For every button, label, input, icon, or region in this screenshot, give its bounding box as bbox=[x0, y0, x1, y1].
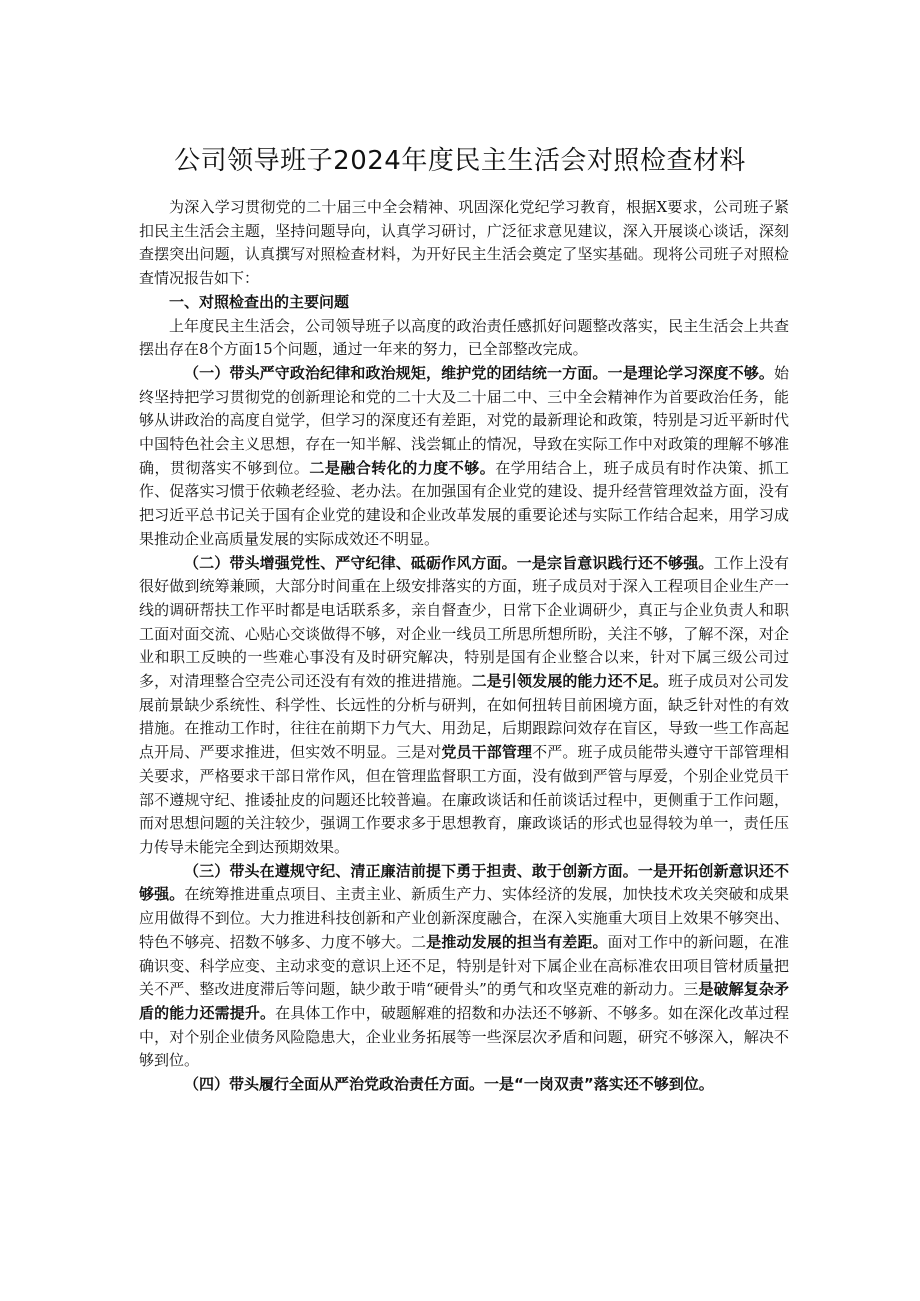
issue-2-point-2-title: 二是引领发展的能力还不足。 bbox=[471, 672, 669, 691]
issue-1-point-2-title: 二是融合转化的力度不够。 bbox=[309, 458, 496, 477]
issue-2-point-3-text: 不严。班子成员能带头遵守干部管理相关要求，严格要求干部日常作风，但在管理监督职工方面，没有做到严管与厚爱，个别企业党员干部不遵规守纪、推诿扯皮的问题还比较普遍。在廉政谈话和任前谈话过程中，更侧重于工作问题，而对思想问题的关注较少，强调工作要求多于思想教育，廉政谈话的形式也显得较为单一，责任压力传导未能完全到达预期效果。 bbox=[139, 743, 789, 856]
issue-3-point-1-title: 一是开拓创新意识还不够强。 bbox=[139, 861, 789, 904]
issue-paragraph-2 bbox=[139, 552, 789, 860]
issue-2-point-2-text: 班子成员对公司发展前景缺少系统性、科学性、长远性的分析与研判，在如何扭转目前困境方面，缺乏针对性的有效措施。在推动工作时，往往在前期下力气大、用劲足，后期跟踪问效存在盲区，导致一些工作高起点开局、严要求推进，但实效不明显。三是对 bbox=[139, 672, 789, 762]
issue-3-point-2-text: 面对工作中的新问题，在准确识变、科学应变、主动求变的意识上还不足，特别是针对下属企业在高标准农田项目管材质量把关不严、整改进度滞后等问题，缺少敢于啃“硬骨头”的勇气和攻坚克难的新动力。三 bbox=[139, 932, 789, 999]
intro-paragraph: 为深入学习贯彻党的二十届三中全会精神、巩固深化党纪学习教育，根据X要求，公司班子紧扣民主生活会主题，坚持问题导向，认真学习研讨，广泛征求意见建议，深入开展谈心谈话，深刻查摆突出问题，认真撰写对照检查材料，为开好民主生活会奠定了坚实基础。现将公司班子对照检查情况报告如下： bbox=[139, 198, 789, 288]
section-heading: 一、对照检查出的主要问题 bbox=[169, 292, 350, 311]
issue-4-point-1-title: 一是“一岗双责”落实还不够到位。 bbox=[484, 1075, 714, 1094]
section-summary: 上年度民主生活会，公司领导班子以高度的政治责任感抓好问题整改落实，民主生活会上共查摆出存在8个方面15个问题，通过一年来的努力，已全部整改完成。 bbox=[139, 316, 789, 359]
issue-1-heading: （一）带头严守政治纪律和政治规矩，维护党的团结统一方面。 bbox=[184, 363, 608, 382]
issue-paragraph-3 bbox=[139, 860, 789, 1073]
issue-4-heading: （四）带头履行全面从严治党政治责任方面。 bbox=[184, 1075, 485, 1094]
document-title: 公司领导班子2024年度民主生活会对照检查材料 bbox=[174, 146, 746, 176]
issue-3-point-1-text: 在统筹推进重点项目、主责主业、新质生产力、实体经济的发展，加快技术攻关突破和成果应用做得不到位。大力推进科技创新和产业创新深度融合，在深入实施重大项目上效果不够突出、特色不够亮、招数不够多、力度不够大。二 bbox=[139, 885, 789, 951]
issue-paragraph-4 bbox=[139, 1073, 789, 1097]
document-body bbox=[139, 196, 789, 1097]
issue-2-point-3-title: 党员干部管理 bbox=[441, 743, 533, 762]
issue-2-point-1-title: 一是宗旨意识践行还不够强。 bbox=[516, 553, 714, 572]
issue-3-point-2-title: 是推动发展的担当有差距。 bbox=[426, 932, 608, 951]
issue-paragraph-1 bbox=[139, 362, 789, 552]
issue-1-point-1-title: 一是理论学习深度不够。 bbox=[607, 363, 774, 382]
issue-2-heading: （二）带头增强党性、严守纪律、砥砺作风方面。 bbox=[184, 553, 517, 572]
issue-3-heading: （三）带头在遵规守纪、清正廉洁前提下勇于担责、敢于创新方面。 bbox=[184, 861, 638, 880]
issue-1-point-2-text: 在学用结合上，班子成员有时作决策、抓工作、促落实习惯于依赖老经验、老办法。在加强国有企业党的建设、提升经营管理效益方面，没有把习近平总书记关于国有企业党的建设和企业改革发展的重要论述与实际工作结合起来，用学习成果推动企业高质量发展的实际成效还不明显。 bbox=[139, 458, 789, 548]
issue-3-point-3-title: 是破解复杂矛盾的能力还需提升。 bbox=[139, 980, 789, 1022]
issue-1-point-1-text: 始终坚持把学习贯彻党的创新理论和党的二十大及二十届二中、三中全会精神作为首要政治任务，能够从讲政治的高度自觉学，但学习的深度还有差距，对党的最新理论和政策，特别是习近平新时代中国特色社会主义思想，存在一知半解、浅尝辄止的情况，导致在实际工作中对政策的理解不够准确，贯彻落实不够到位。 bbox=[139, 363, 789, 477]
issue-3-point-3-text: 在具体工作中，破题解难的招数和办法还不够新、不够多。如在深化改革过程中，对个别企业债务风险隐患大，企业业务拓展等一些深层次矛盾和问题，研究不够深入，解决不够到位。 bbox=[139, 1003, 789, 1070]
issue-2-point-1-text: 工作上没有很好做到统筹兼顾，大部分时间重在上级安排落实的方面，班子成员对于深入工程项目企业生产一线的调研帮扶工作平时都是电话联系多，亲自督查少，日常下企业调研少，真正与企业负责人和职工面对面交流、心贴心交谈做得不够，对企业一线员工所思所想所盼，关注不够，了解不深，对企业和职工反映的一些难心事没有及时研究解决，特别是国有企业整合以来，针对下属三级公司过多，对清理整合空壳公司还没有有效的推进措施。 bbox=[139, 553, 789, 691]
